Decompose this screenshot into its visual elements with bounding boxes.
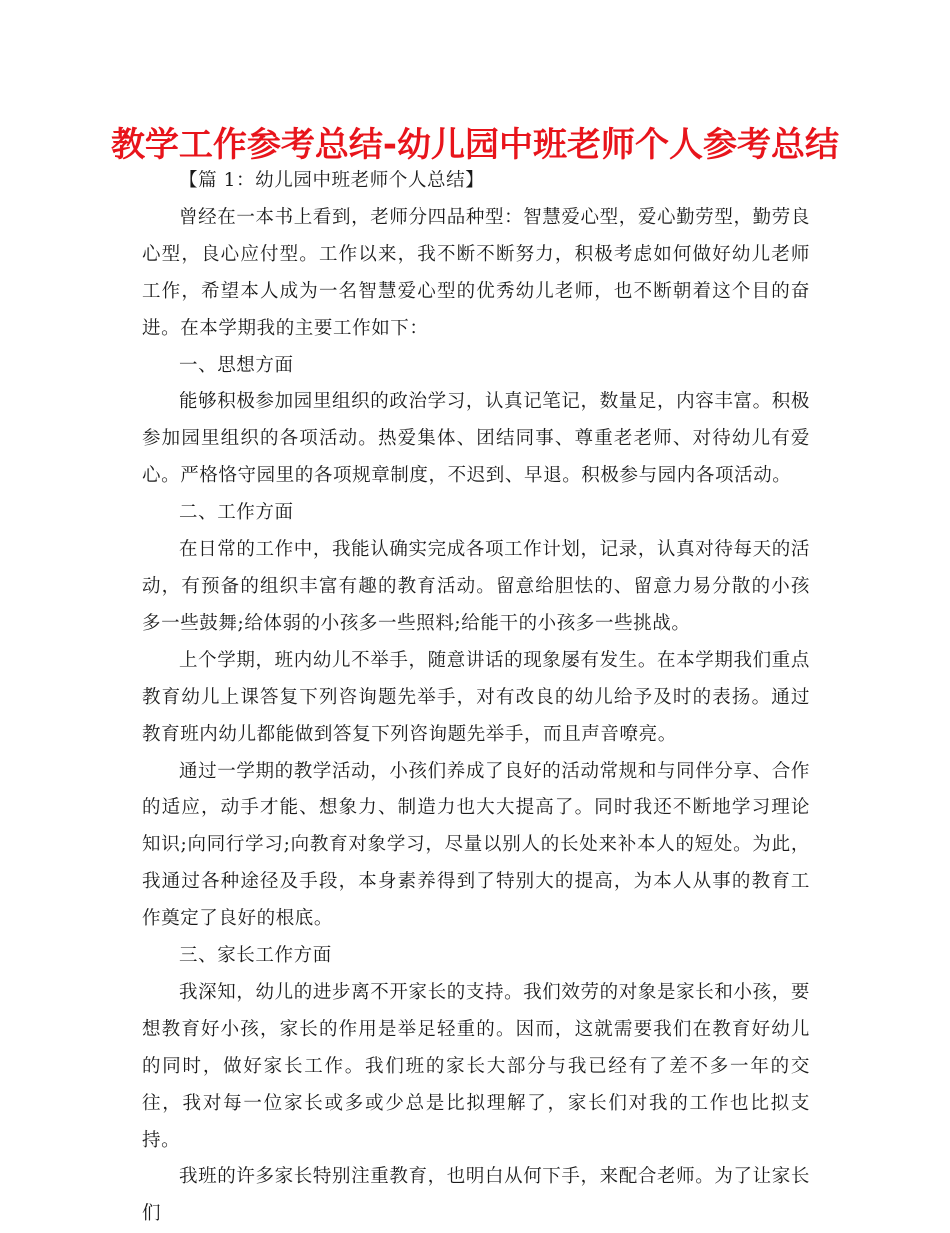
section-heading: 二、工作方面 bbox=[179, 502, 294, 524]
paragraph: 通过一学期的教学活动，小孩们养成了良好的活动常规和与同伴分享、合作的适应，动手才能、想象力、制造力也大大提高了。同时我还不断地学习理论知识;向同行学习;向教育对象学习，尽量以别人的长处来补本人的短处。为此，我通过各种途径及手段，本身素养得到了特别大的提高，为本人从事的教育工作奠定了良好的根底。 bbox=[142, 760, 810, 930]
paragraph: 上个学期，班内幼儿不举手，随意讲话的现象屡有发生。在本学期我们重点教育幼儿上课答复下列咨询题先举手，对有改良的幼儿给予及时的表扬。通过教育班内幼儿都能做到答复下列咨询题先举手，而且声音嘹亮。 bbox=[142, 649, 810, 745]
paragraph: 我深知，幼儿的进步离不开家长的支持。我们效劳的对象是家长和小孩，要想教育好小孩，家长的作用是举足轻重的。因而，这就需要我们在教育好幼儿的同时，做好家长工作。我们班的家长大部分与我已经有了差不多一年的交往，我对每一位家长或多或少总是比拟理解了，家长们对我的工作也比拟支持。 bbox=[142, 981, 810, 1151]
section-heading: 【篇 1：幼儿园中班老师个人总结】 bbox=[179, 170, 485, 191]
document-title: 教学工作参考总结-幼儿园中班老师个人参考总结 bbox=[110, 125, 840, 165]
section-heading: 一、思想方面 bbox=[179, 354, 294, 376]
paragraph: 我班的许多家长特别注重教育，也明白从何下手，来配合老师。为了让家长们 bbox=[142, 1166, 810, 1225]
section-heading: 三、家长工作方面 bbox=[179, 945, 332, 967]
paragraph: 能够积极参加园里组织的政治学习，认真记笔记，数量足，内容丰富。积极参加园里组织的各项活动。热爱集体、团结同事、尊重老老师、对待幼儿有爱心。严格恪守园里的各项规章制度，不迟到、早退。积极参与园内各项活动。 bbox=[142, 391, 810, 487]
document-body bbox=[142, 163, 810, 1233]
paragraph: 在日常的工作中，我能认确实完成各项工作计划，记录，认真对待每天的活动，有预备的组织丰富有趣的教育活动。留意给胆怯的、留意力易分散的小孩多一些鼓舞;给体弱的小孩多一些照料;给能干的小孩多一些挑战。 bbox=[142, 539, 810, 634]
paragraph: 曾经在一本书上看到，老师分四品种型：智慧爱心型，爱心勤劳型，勤劳良心型，良心应付型。工作以来，我不断不断努力，积极考虑如何做好幼儿老师工作，希望本人成为一名智慧爱心型的优秀幼儿老师，也不断朝着这个目的奋进。在本学期我的主要工作如下： bbox=[142, 206, 810, 339]
